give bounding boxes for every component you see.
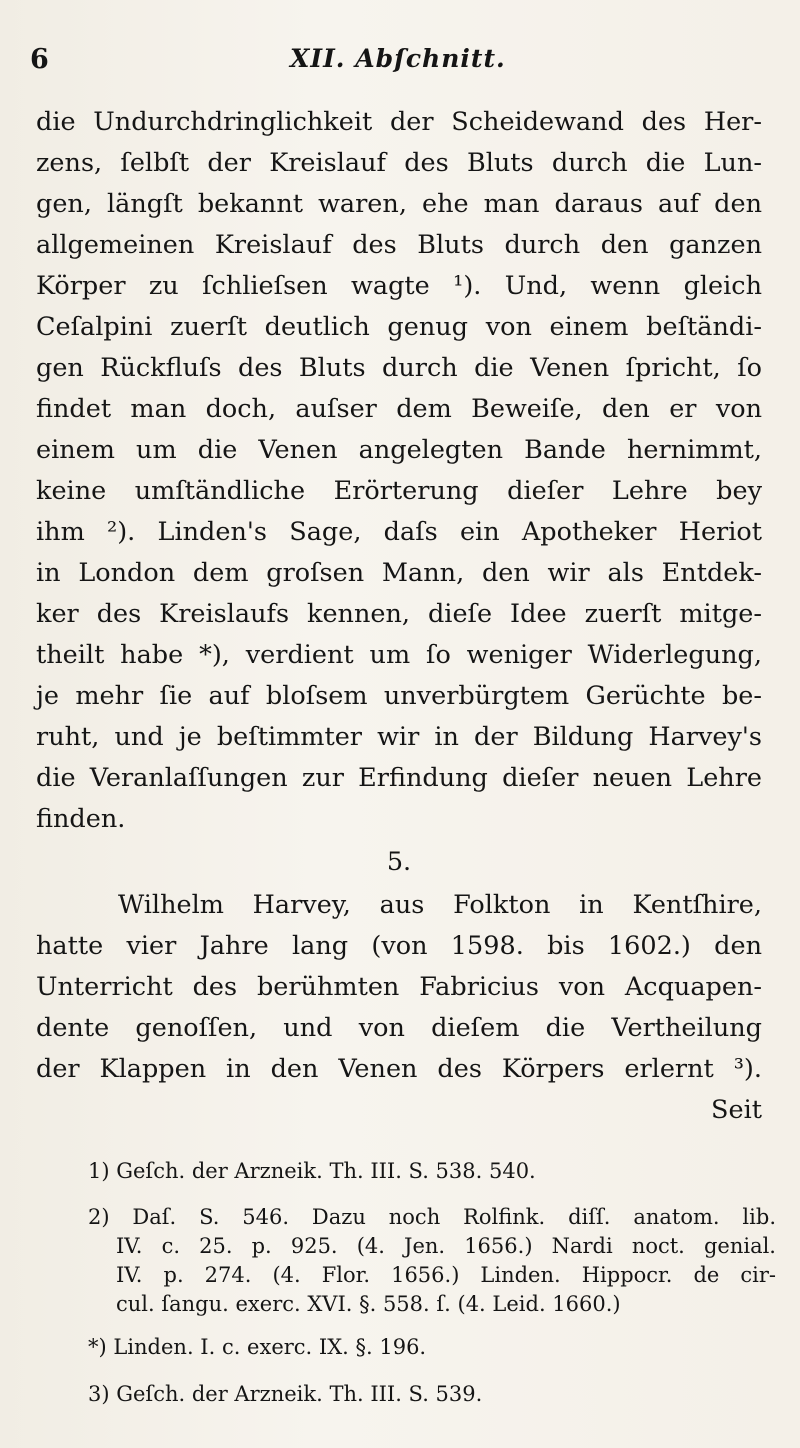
body-line: ker des Kreislaufs kennen, dieſe Idee zuerſt mitge-	[36, 599, 762, 629]
section-line: Unterricht des berühmten Fabricius von Acquapen-	[36, 972, 762, 1002]
body-line: Körper zu ſchlieſsen wagte ¹). Und, wenn gleich	[36, 271, 762, 301]
body-line: ruht, und je beſtimmter wir in der Bildung Harvey's	[36, 722, 762, 752]
section-number: 5.	[386, 847, 412, 877]
body-line: einem um die Venen angelegten Bande hernimmt,	[36, 435, 762, 465]
body-line: findet man doch, auſser dem Beweiſe, den er von	[36, 394, 762, 424]
body-line: finden.	[36, 804, 126, 834]
section-line: Wilhelm Harvey, aus Folkton in Kentſhire,	[118, 890, 762, 920]
body-line: ihm ²). Linden's Sage, daſs ein Apotheker Heriot	[36, 517, 762, 547]
section-line: der Klappen in den Venen des Körpers erlernt ³).	[36, 1054, 762, 1084]
body-line: theilt habe *), verdient um ſo weniger Widerlegung,	[36, 640, 762, 670]
body-line: je mehr ſie auf bloſsem unverbürgtem Gerüchte be-	[36, 681, 762, 711]
footnote-line: cul. ſangu. exerc. XVI. §. 558. ſ. (4. Leid. 1660.)	[116, 1292, 621, 1316]
page-number: 6	[30, 44, 49, 75]
body-line: zens, ſelbſt der Kreislauf des Bluts durch die Lun-	[36, 148, 762, 178]
body-line: gen, längſt bekannt waren, ehe man daraus auf den	[36, 189, 762, 219]
body-line: gen Rückfluſs des Bluts durch die Venen ſpricht, ſo	[36, 353, 762, 383]
catchword: Seit	[711, 1095, 762, 1125]
body-line: Ceſalpini zuerſt deutlich genug von einem beſtändi-	[36, 312, 762, 342]
body-line: in London dem groſsen Mann, den wir als Entdek-	[36, 558, 762, 588]
body-line: die Undurchdringlichkeit der Scheidewand des Her-	[36, 107, 762, 137]
section-line: dente genoſſen, und von dieſem die Vertheilung	[36, 1013, 762, 1043]
footnote-line: 3) Geſch. der Arzneik. Th. III. S. 539.	[88, 1382, 483, 1406]
section-line: hatte vier Jahre lang (von 1598. bis 1602.) den	[36, 931, 762, 961]
body-line: allgemeinen Kreislauf des Bluts durch den ganzen	[36, 230, 762, 260]
footnote-line: IV. p. 274. (4. Flor. 1656.) Linden. Hippocr. de cir-	[116, 1263, 776, 1287]
footnote-line: IV. c. 25. p. 925. (4. Jen. 1656.) Nardi noct. genial.	[116, 1234, 776, 1258]
footnote-line: 2) Daſ. S. 546. Dazu noch Rolfink. diſſ. anatom. lib.	[88, 1205, 776, 1229]
footnote-line: *) Linden. I. c. exerc. IX. §. 196.	[88, 1335, 427, 1359]
running-head: XII. Abſchnitt.	[290, 44, 506, 73]
body-line: keine umſtändliche Erörterung dieſer Lehre bey	[36, 476, 762, 506]
footnote-line: 1) Geſch. der Arzneik. Th. III. S. 538. 540.	[88, 1159, 536, 1183]
body-line: die Veranlaſſungen zur Erfindung dieſer neuen Lehre	[36, 763, 762, 793]
